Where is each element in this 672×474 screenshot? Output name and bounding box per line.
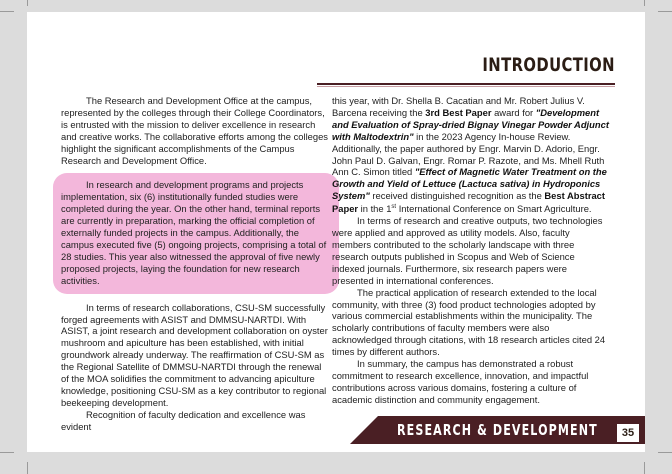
outputs-paragraph: In terms of research and creative outputs, two technologies were applied and approved as utility models. Also, faculty members contributed to the scholarly landscape with three research outputs published in Scopus and Web of Science indexed journals. Furthermore, six research papers were presented in international conferences. <box>332 215 603 286</box>
paper-title-lettuce: "Effect of Magnetic Water Treatment on the Growth and Yield of Lettuce (Lactuca sativa) in Hydroponics System" <box>332 166 607 202</box>
recognition-paragraph: this year, with Dr. Shella B. Cacatian and Mr. Robert Julius V. Barcena receiving the 3rd Best Paper award for "Development and Evaluation of Spray-dried Bignay Vinegar Powder Adjunct with Maltodextrin" in the 2023 Agency In-house Review. Additionally, the paper authored by Engr. Marvin D. Adorio, Engr. John Paul D. Galvan, Engr. Romar P. Razote, and Ms. Mhell Ruth Ann C. Simon titled "Effect of Magnetic Water Treatment on the Growth and Yield of Lettuce (Lactuca sativa) in Hydroponics System" received distinguished recognition as the Best Abstract Paper in the 1st International Conference on Smart Agriculture. <box>332 95 609 215</box>
page-number: 35 <box>617 424 639 442</box>
footer-label: RESEARCH & DEVELOPMENT <box>397 421 598 439</box>
crop-mark <box>27 0 28 6</box>
award-3rd-best-paper: 3rd Best Paper <box>425 106 492 118</box>
award-best-abstract: Best Abstract Paper <box>332 190 606 215</box>
right-column <box>332 95 610 406</box>
community-paragraph: The practical application of research extended to the local community, with three (3) food product technologies adopted by various commercial establishments within the municipality. The scholarly contributions of faculty members were also acknowledged through citations, with 18 research articles cited 24 times by different authors. <box>332 286 606 358</box>
title-underline <box>317 83 615 88</box>
intro-paragraph: The Research and Development Office at the campus, represented by the colleges through their College Coordinators, is entrusted with the mission to deliver excellence in research and creative works. The collaborative efforts among the colleges highlight the significant accomplishments of the Campus Research and Development Office. <box>61 95 328 166</box>
crop-mark <box>0 452 14 453</box>
rd-programs-paragraph: In research and development programs and projects implementation, six (6) institutionally funded studies were completed during the year. On the other hand, terminal reports are currently in preparation, marking the official completion of externally funded projects in the campus. Additionally, the campus executed five (5) ongoing projects, comprising a total of 28 studies. This year also witnessed the approval of five newly proposed projects, laying the foundation for new research activities. <box>61 179 327 286</box>
summary-paragraph: In summary, the campus has demonstrated a robust commitment to research excellence, innovation, and impactful contributions across various domains, fostering a culture of academic distinction and community engagement. <box>332 358 589 405</box>
recognition-paragraph-start: Recognition of faculty dedication and excellence was evident <box>61 408 306 432</box>
crop-mark <box>644 462 645 474</box>
crop-mark <box>27 462 28 474</box>
collaborations-paragraph: In terms of research collaborations, CSU-SM successfully forged agreements with ASIST and DMMSU-NARTDI. With ASIST, a joint research and development collaboration on oyster mushroom and apiculture has been established, with initial groundwork already underway. The reaffirmation of CSU-SM as the Regional Satellite of DMMSU-NARTDI through the renewal of the MOA solidifies the commitment to advancing apiculture knowledge, positioning CSU-SM as a key contributor to regional beekeeping development. <box>61 301 328 408</box>
left-column <box>61 95 331 433</box>
document-page <box>27 12 645 452</box>
paper-title-bignay: "Development and Evaluation of Spray-dried Bignay Vinegar Powder Adjunct with Maltodextrin" <box>332 106 609 142</box>
crop-mark <box>644 0 645 6</box>
crop-mark <box>658 11 672 12</box>
crop-mark <box>658 452 672 453</box>
highlighted-box <box>53 173 339 293</box>
section-title: INTRODUCTION <box>482 54 615 76</box>
crop-mark <box>0 11 14 12</box>
